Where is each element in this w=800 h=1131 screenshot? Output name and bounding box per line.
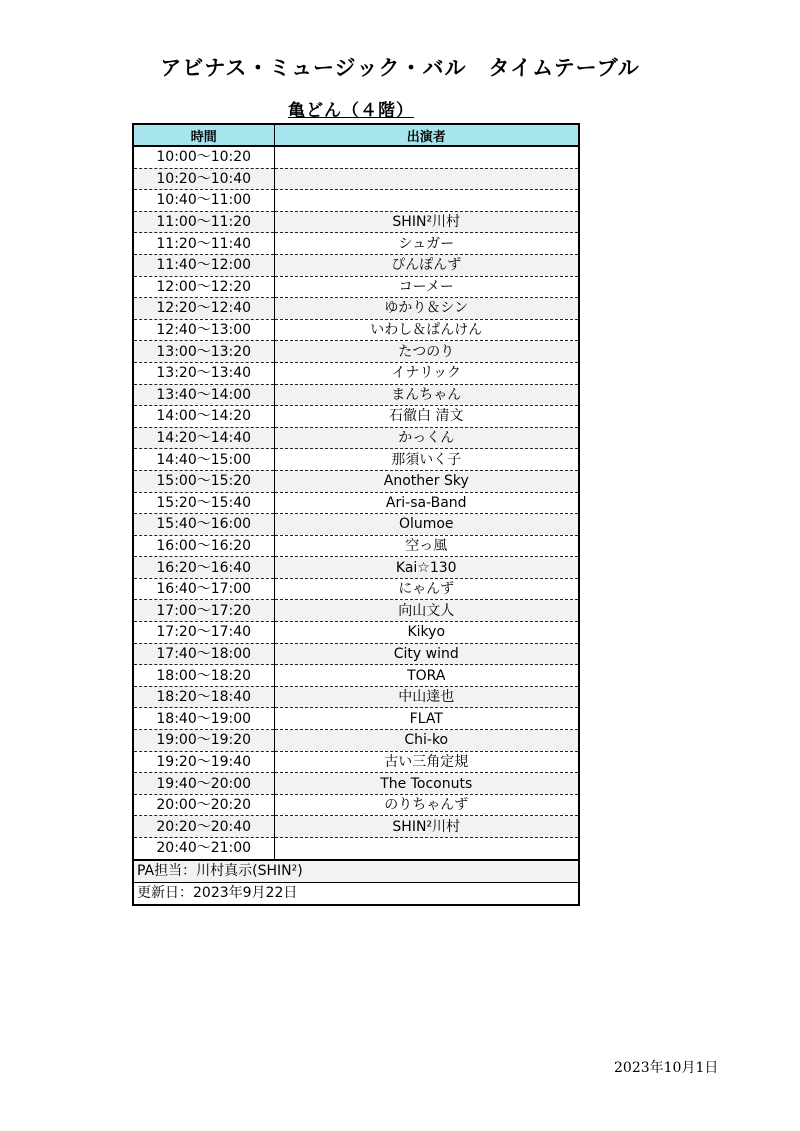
table-row [133,427,579,449]
performer-cell: The Toconuts [274,773,579,795]
table-row [133,449,579,471]
time-slot-cell: 11:40〜12:00 [133,254,274,276]
pa-note-row [133,860,579,883]
time-slot-cell: 17:00〜17:20 [133,600,274,622]
time-slot-cell: 16:00〜16:20 [133,535,274,557]
performer-cell: 中山達也 [274,686,579,708]
time-slot-cell: 15:20〜15:40 [133,492,274,514]
table-row [133,384,579,406]
performer-cell: SHIN²川村 [274,211,579,233]
table-row [133,298,579,320]
performer-cell [274,146,579,168]
performer-cell: イナリック [274,362,579,384]
time-slot-cell: 12:40〜13:00 [133,319,274,341]
page-title: アビナス・ミュージック・バル タイムテーブル [160,56,640,80]
time-slot-cell: 20:20〜20:40 [133,816,274,838]
time-slot-cell: 12:20〜12:40 [133,298,274,320]
table-row [133,146,579,168]
table-row [133,406,579,428]
performer-cell: かっくん [274,427,579,449]
time-slot-cell: 10:20〜10:40 [133,168,274,190]
time-slot-cell: 18:20〜18:40 [133,686,274,708]
updated-note-row [133,882,579,905]
time-slot-cell: 16:40〜17:00 [133,578,274,600]
performer-cell [274,190,579,212]
performer-cell: Another Sky [274,470,579,492]
performer-cell: Ari-sa-Band [274,492,579,514]
footer-date: 2023年10月1日 [614,1060,719,1076]
performer-cell: にゃんず [274,578,579,600]
table-row [133,600,579,622]
performer-cell: City wind [274,643,579,665]
performer-cell: ぴんぽんず [274,254,579,276]
table-row [133,211,579,233]
performer-cell: のりちゃんず [274,794,579,816]
time-slot-cell: 19:40〜20:00 [133,773,274,795]
time-slot-cell: 14:00〜14:20 [133,406,274,428]
time-slot-cell: 18:00〜18:20 [133,665,274,687]
table-row [133,254,579,276]
performer-cell: シュガー [274,233,579,255]
time-slot-cell: 20:00〜20:20 [133,794,274,816]
performer-cell: 那須いく子 [274,449,579,471]
table-row [133,470,579,492]
time-slot-cell: 20:40〜21:00 [133,838,274,860]
performer-cell: まんちゃん [274,384,579,406]
table-row [133,319,579,341]
performer-cell [274,838,579,860]
table-row [133,622,579,644]
performer-cell: コーメー [274,276,579,298]
time-slot-cell: 15:00〜15:20 [133,470,274,492]
timetable-body [133,146,579,860]
performer-cell: 石徹白 清文 [274,406,579,428]
time-slot-cell: 16:20〜16:40 [133,557,274,579]
performer-cell: Kai☆130 [274,557,579,579]
performer-cell: 古い三角定規 [274,751,579,773]
table-row [133,665,579,687]
table-row [133,362,579,384]
time-column-header: 時間 [133,124,274,146]
timetable-header-row [133,124,579,146]
time-slot-cell: 11:00〜11:20 [133,211,274,233]
performer-cell: SHIN²川村 [274,816,579,838]
time-slot-cell: 11:20〜11:40 [133,233,274,255]
table-row [133,514,579,536]
time-slot-cell: 17:20〜17:40 [133,622,274,644]
table-row [133,773,579,795]
table-row [133,557,579,579]
timetable [132,123,580,906]
pa-note: PA担当：川村真示(SHIN²) [133,860,579,883]
table-row [133,751,579,773]
table-row [133,730,579,752]
performer-column-header: 出演者 [274,124,579,146]
table-row [133,276,579,298]
table-row [133,535,579,557]
performer-cell: Chi-ko [274,730,579,752]
performer-cell: TORA [274,665,579,687]
performer-cell: FLAT [274,708,579,730]
venue-subtitle: 亀どん（４階） [288,101,414,121]
time-slot-cell: 19:00〜19:20 [133,730,274,752]
performer-cell: いわし＆ぱんけん [274,319,579,341]
performer-cell: 空っ風 [274,535,579,557]
table-row [133,708,579,730]
table-row [133,233,579,255]
table-row [133,686,579,708]
table-row [133,168,579,190]
time-slot-cell: 13:20〜13:40 [133,362,274,384]
time-slot-cell: 12:00〜12:20 [133,276,274,298]
time-slot-cell: 17:40〜18:00 [133,643,274,665]
time-slot-cell: 18:40〜19:00 [133,708,274,730]
performer-cell: Olumoe [274,514,579,536]
table-row [133,838,579,860]
updated-note: 更新日：2023年9月22日 [133,882,579,905]
table-row [133,190,579,212]
performer-cell: Kikyo [274,622,579,644]
table-row [133,492,579,514]
time-slot-cell: 13:40〜14:00 [133,384,274,406]
performer-cell [274,168,579,190]
time-slot-cell: 10:00〜10:20 [133,146,274,168]
performer-cell: 向山文人 [274,600,579,622]
table-row [133,643,579,665]
performer-cell: ゆかり＆シン [274,298,579,320]
time-slot-cell: 14:40〜15:00 [133,449,274,471]
performer-cell: たつのり [274,341,579,363]
table-row [133,578,579,600]
time-slot-cell: 10:40〜11:00 [133,190,274,212]
time-slot-cell: 19:20〜19:40 [133,751,274,773]
table-row [133,794,579,816]
time-slot-cell: 13:00〜13:20 [133,341,274,363]
table-row [133,816,579,838]
table-row [133,341,579,363]
time-slot-cell: 14:20〜14:40 [133,427,274,449]
time-slot-cell: 15:40〜16:00 [133,514,274,536]
